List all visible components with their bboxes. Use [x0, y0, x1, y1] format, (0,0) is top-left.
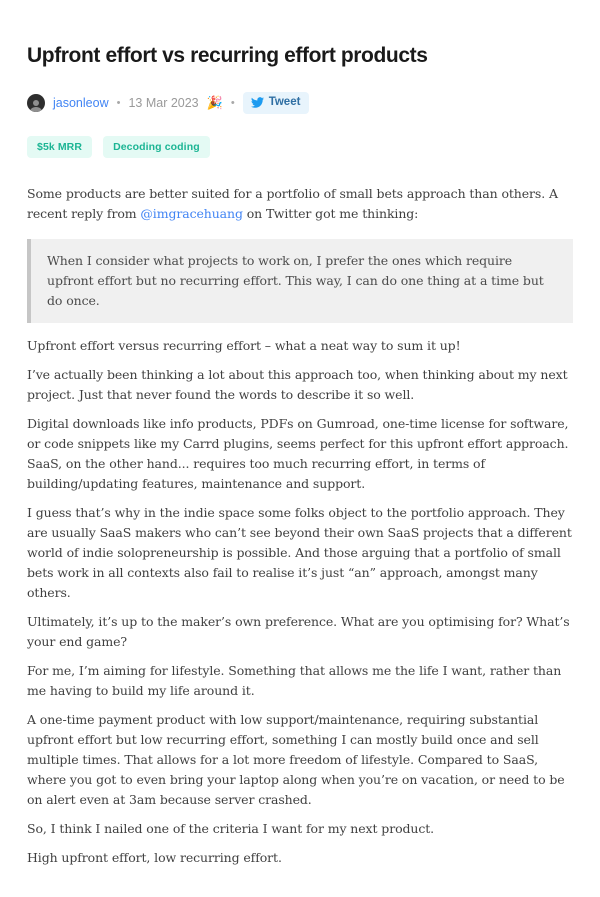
- imgracehuang-link[interactable]: @imgracehuang: [140, 205, 243, 221]
- tweet-button[interactable]: [243, 92, 310, 114]
- paragraph: Ultimately, it’s up to the maker’s own preference. What are you optimising for? What’s your end game?: [27, 613, 570, 649]
- tag-list: [27, 136, 573, 158]
- article-body: [27, 184, 573, 868]
- paragraph: For me, I’m aiming for lifestyle. Something that allows me the life I want, rather than me having to build my life around it.: [27, 662, 562, 698]
- person-silhouette-icon: [29, 99, 43, 112]
- meta-separator: •: [116, 96, 121, 109]
- meta-separator: •: [230, 96, 235, 109]
- paragraph: I guess that’s why in the indie space some folks object to the portfolio approach. They are usually SaaS makers who can’t see beyond their own SaaS projects that a different world of indie solopreneurship is possible. And those arguing that a portfolio of small bets work in all contexts also fail to realise it’s just “an” approach, amongst many others.: [27, 504, 572, 600]
- intro-text-after: on Twitter got me thinking:: [242, 205, 419, 221]
- tag-decoding-coding[interactable]: Decoding coding: [103, 136, 210, 158]
- paragraph: High upfront effort, low recurring effort.: [27, 849, 282, 865]
- author-link[interactable]: jasonleow: [53, 95, 109, 110]
- paragraph: Digital downloads like info products, PDFs on Gumroad, one-time license for software, or code snippets like my Carrd plugins, seems perfect for this upfront effort approach. SaaS, on the other hand... requires too much recurring effort, in terms of building/updating features, maintenance and support.: [27, 415, 569, 491]
- paragraph: Upfront effort versus recurring effort – what a neat way to sum it up!: [27, 337, 461, 353]
- intro-text-before: Some products are better suited for a portfolio of small bets approach than others. A recent reply from: [27, 185, 558, 221]
- paragraph-intro: [27, 184, 573, 224]
- twitter-bird-icon: [251, 97, 264, 108]
- avatar[interactable]: [27, 94, 45, 112]
- author-row: [27, 92, 573, 114]
- paragraph: So, I think I nailed one of the criteria I want for my next product.: [27, 820, 435, 836]
- quote-block: When I consider what projects to work on, I prefer the ones which require upfront effort but no recurring effort. This way, I can do one thing at a time but do once.: [27, 239, 573, 323]
- paragraph: I’ve actually been thinking a lot about this approach too, when thinking about my next project. Just that never found the words to describe it so well.: [27, 366, 568, 402]
- tweet-label: Tweet: [268, 96, 301, 108]
- post-date: 13 Mar 2023: [128, 95, 199, 110]
- paragraph: A one-time payment product with low support/maintenance, requiring substantial upfront effort but low recurring effort, something I can mostly build once and sell multiple times. That allows for a lot more freedom of lifestyle. Compared to SaaS, where you got to even bring your laptop along when you’re on vacation, or need to be on alert even at 3am because server crashed.: [27, 711, 565, 807]
- party-popper-emoji: 🎉: [206, 94, 223, 110]
- page-title: Upfront effort vs recurring effort products: [27, 44, 428, 67]
- tag-5k-mrr[interactable]: $5k MRR: [27, 136, 92, 158]
